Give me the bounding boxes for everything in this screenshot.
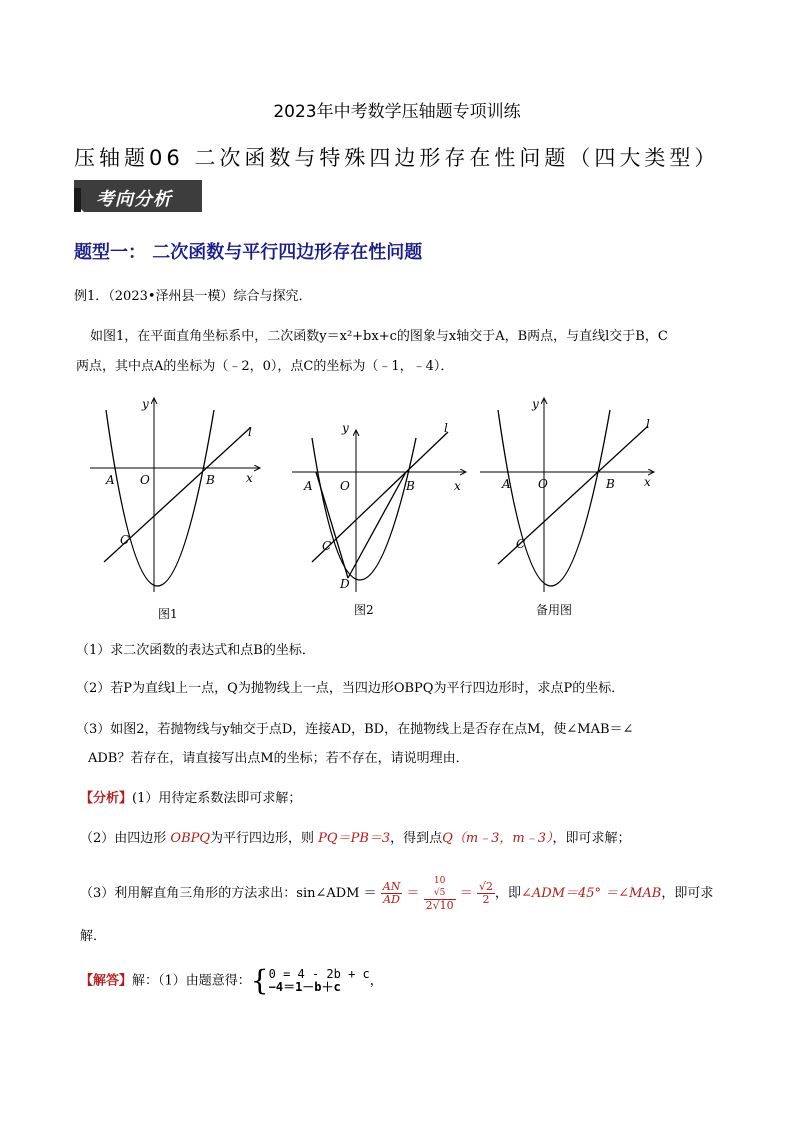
answer-line-1: 【解答】解：（1）由题意得：{ 0 = 4 - 2b + c −4＝1－b＋c ， (80, 964, 383, 997)
analysis-line-2: （2）由四边形 OBPQ为平行四边形，则 PQ＝PB＝3，得到点Q（m﹣3，m﹣3），即可求解； (80, 831, 631, 846)
stem-line-2: 两点，其中点A的坐标为（﹣2，0），点C的坐标为（﹣1，﹣4）． (76, 359, 454, 374)
fig3-x-label: x (644, 475, 651, 489)
fig3-C-label: C (516, 537, 526, 551)
fig2-l-label: l (444, 421, 448, 435)
fraction-result: $\frac{√2}{2}$ (478, 880, 493, 906)
stem-line-1: 如图1，在平面直角坐标系中，二次函数y＝x²+bx+c的图象与x轴交于A，B两点，与直线l交于B，C (90, 329, 668, 344)
fig1-caption: 图1 (158, 607, 178, 621)
fig2-D-label: D (340, 577, 350, 591)
figure-1 (90, 397, 260, 621)
fig2-B-label: B (406, 479, 415, 493)
fig1-C-label: C (120, 533, 130, 547)
section-banner (74, 180, 204, 214)
fig2-caption: 图2 (354, 603, 374, 617)
fig1-l-label: l (248, 425, 252, 439)
fraction-nested: 10 √5 2√10 (425, 876, 454, 912)
fig1-B-label: B (206, 473, 215, 487)
figures (80, 392, 720, 624)
fig1-A-label: A (106, 473, 115, 487)
question-3-line-1: （3）如图2，若抛物线与y轴交于点D，连接AD，BD，在抛物线上是否存在点M，使∠MAB＝∠ (76, 722, 634, 737)
analysis-tag: 【分析】 (80, 791, 133, 806)
section-title: 题型一： 二次函数与平行四边形存在性问题 (74, 242, 423, 263)
figure-2 (292, 421, 466, 617)
analysis-line-3: （3）利用解直角三角形的方法求出：sin∠ADM ＝ $\frac{AN}{AD}$ ＝ 10 √5 2√10 ＝ $\frac{√2}{2}$ ，即∠ADM＝45° ＝∠MAB，即可求 (80, 876, 714, 912)
fig2-O-label: O (340, 479, 350, 493)
fraction-an-ad: $\frac{AN}{AD}$ (382, 880, 401, 906)
question-1: （1）求二次函数的表达式和点B的坐标． (76, 643, 315, 658)
question-2: （2）若P为直线l上一点，Q为抛物线上一点，当四边形OBPQ为平行四边形时，求点P的坐标． (76, 681, 625, 696)
answer-tag: 【解答】 (80, 973, 133, 989)
fig3-caption: 备用图 (536, 603, 573, 617)
figure-3 (480, 397, 654, 617)
fig2-x-label: x (454, 479, 461, 493)
fig1-x-label: x (246, 471, 253, 485)
fig2-A-label: A (304, 479, 313, 493)
fig3-B-label: B (606, 477, 615, 491)
fig3-A-label: A (502, 477, 511, 491)
doc-subtitle: 压轴题06 二次函数与特殊四边形存在性问题（四大类型） (74, 146, 720, 170)
fig1-O-label: O (140, 473, 150, 487)
fig2-C-label: C (322, 539, 332, 553)
fig3-l-label: l (646, 417, 650, 431)
doc-title: 2023年中考数学压轴题专项训练 (273, 102, 521, 122)
fig2-y-label: y (342, 421, 349, 435)
fig1-y-label: y (142, 397, 149, 411)
analysis-line-4: 解． (80, 929, 107, 944)
fig3-O-label: O (538, 477, 548, 491)
question-3-line-2: ADB？若存在，请直接写出点M的坐标；若不存在，请说明理由． (88, 751, 469, 766)
analysis-line-1: 【分析】(1）用待定系数法即可求解； (80, 791, 302, 806)
example-head: 例1．（2023•泽州县一模）综合与探究． (74, 289, 312, 304)
fig3-y-label: y (532, 397, 539, 411)
banner-label: 考向分析 (96, 189, 172, 210)
